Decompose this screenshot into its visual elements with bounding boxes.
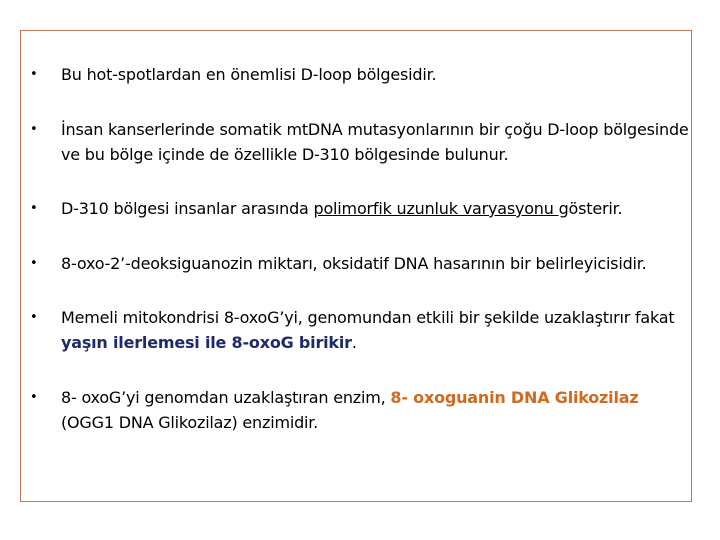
- bullet-dot-icon: •: [30, 122, 38, 137]
- bullet-text-after: (OGG1 DNA Glikozilaz) enzimidir.: [61, 413, 319, 432]
- bullet-dot-icon: •: [30, 67, 38, 82]
- bullet-item-8-oxo-marker: [30, 251, 695, 276]
- bullet-dot-icon: •: [30, 390, 38, 405]
- enzyme-name: 8- oxoguanin DNA Glikozilaz: [390, 388, 639, 407]
- bullet-text: İnsan kanserlerinde somatik mtDNA mutasyonlarının bir çoğu D-loop bölgesinde ve bu bölge içinde de özellikle D-310 bölgesinde bulunur.: [61, 120, 689, 164]
- highlighted-phrase: yaşın ilerlemesi ile 8-oxoG birikir: [61, 333, 352, 352]
- bullet-text-before: Memeli mitokondrisi 8-oxoG’yi, genomundan etkili bir şekilde uzaklaştırır fakat: [61, 308, 675, 327]
- bullet-item-d-loop: [30, 62, 695, 87]
- bullet-dot-icon: •: [30, 201, 38, 216]
- bullet-text: 8-oxo-2’-deoksiguanozin miktarı, oksidatif DNA hasarının bir belirleyicisidir.: [61, 254, 647, 273]
- underlined-phrase: polimorfik uzunluk varyasyonu: [313, 199, 559, 218]
- bullet-text-before: D-310 bölgesi insanlar arasında: [61, 199, 314, 218]
- bullet-text: Bu hot-spotlardan en önemlisi D-loop bölgesidir.: [61, 65, 437, 84]
- bullet-dot-icon: •: [30, 310, 38, 325]
- bullet-text-before: 8- oxoG’yi genomdan uzaklaştıran enzim,: [61, 388, 391, 407]
- bullet-item-d310-polymorphism: [30, 196, 695, 221]
- bullet-item-8-oxog-accumulation: [30, 305, 695, 355]
- bullet-text-after: .: [351, 333, 357, 352]
- bullet-item-ogg1-enzyme: [30, 385, 695, 435]
- bullet-dot-icon: •: [30, 256, 38, 271]
- bullet-list: [30, 62, 695, 435]
- bullet-text-after: gösterir.: [558, 199, 623, 218]
- bullet-item-cancer-mutations: [30, 117, 695, 167]
